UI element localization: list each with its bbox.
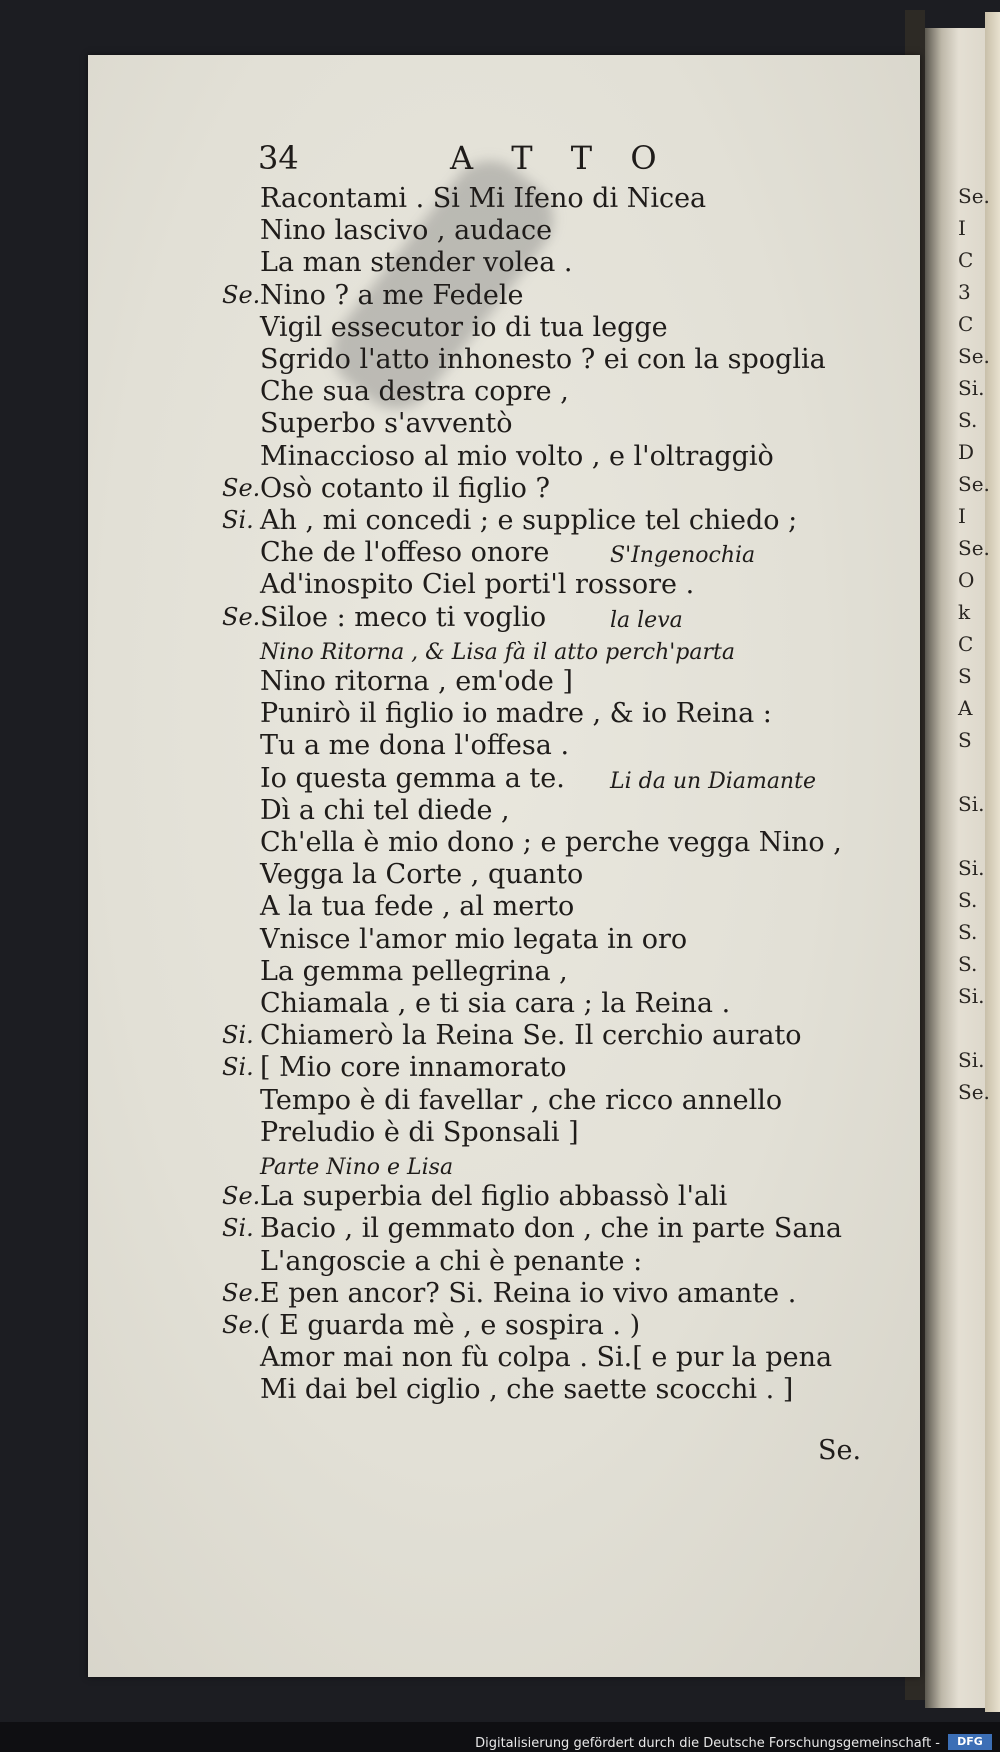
facing-glyph: Se. [958,344,990,368]
verse-line: Minaccioso al mio volto , e l'oltraggiò [260,440,774,472]
verse-line: Chiamala , e ti sia cara ; la Reina . [260,988,731,1019]
facing-glyph: Se. [958,536,990,560]
facing-glyph: C [958,248,974,272]
speaker-label: Si. [222,1053,254,1082]
verse-line: Che sua destra copre , [260,376,569,408]
verse-line: Che de l'offeso onore [260,537,550,569]
facing-glyph: S [958,728,972,752]
verse-line: Sgrido l'atto inhonesto ? ei con la spoglia [260,344,826,375]
facing-glyph: Se. [958,184,990,208]
verse-line: Amor mai non fù colpa . Si.[ e pur la pena [260,1342,833,1374]
verse-line: Bacio , il gemmato don , che in parte Sana [260,1213,842,1245]
verse-line: Chiamerò la Reina Se. Il cerchio aurato [260,1020,802,1052]
verse-line: Punirò il figlio io madre , & io Reina : [260,698,772,730]
facing-glyph: k [958,600,971,624]
verse-line: Nino ritorna , em'ode ] [260,666,573,697]
verse-line: ( E guarda mè , e sospira . ) [260,1310,641,1341]
verse-line: Preludio è di Sponsali ] [260,1116,579,1148]
verse-line: Io questa gemma a te. [260,762,565,794]
verse-line: Vnisce l'amor mio legata in oro [260,923,688,955]
facing-glyph: Si. [958,792,985,816]
speaker-label: Se. [222,1278,261,1307]
verse-line: La superbia del figlio abbassò l'ali [260,1181,728,1213]
facing-glyph: S. [958,408,978,432]
speaker-label: Se. [222,473,261,502]
verse-line: Dì a chi tel diede , [260,794,510,826]
speaker-label: Se. [222,280,261,309]
facing-glyph [958,756,994,788]
verse-line: Ch'ella è mio dono ; e perche vegga Nino , [260,827,842,858]
facing-glyph: Si. [958,984,985,1008]
speaker-label: Si. [222,506,254,534]
footer-credit: Digitalisierung gefördert durch die Deutsche Forschungsgemeinschaft - [475,1736,940,1751]
verse-line: Ad'inospito Ciel porti'l rossore . [260,569,695,601]
verse-line: Osò cotanto il figlio ? [260,472,550,504]
stage-direction: Nino Ritorna , & Lisa fà il atto perch'parta [260,639,735,665]
facing-glyph [958,820,994,852]
facing-glyph: O [958,568,975,592]
verse-line: Superbo s'avventò [260,408,513,440]
facing-glyph: S. [958,920,978,944]
verse-line: Tu a me dona l'offesa . [260,730,570,762]
verse-line: Ah , mi concedi ; e supplice tel chiedo ; [260,505,798,536]
speaker-label: Si. [222,1214,254,1243]
stage-direction: S'Ingenochia [610,543,756,569]
facing-glyph: C [958,632,974,656]
facing-glyph: Se. [958,472,990,496]
facing-glyph: I [958,216,966,240]
verse-line: Nino lascivo , audace [260,215,553,247]
facing-glyph: 3 [958,280,971,304]
facing-glyph: S. [958,888,978,912]
dfg-logo: DFG [948,1734,992,1750]
speaker-label: Si. [222,1021,254,1050]
speaker-label: Se. [222,602,261,631]
stage-direction: Parte Nino e Lisa [260,1155,454,1180]
verse-line: A la tua fede , al merto [260,891,575,923]
facing-page-glyphs [958,180,994,1108]
facing-glyph: S. [958,952,978,976]
verse-line: Tempo è di favellar , che ricco annello [260,1084,783,1116]
facing-glyph: Se. [958,1080,990,1104]
facing-glyph: I [958,504,966,528]
verse-line: La man stender volea . [260,247,573,279]
speaker-label: Se. [222,1311,261,1339]
verse-line: L'angoscie a chi è penante : [260,1245,643,1277]
facing-glyph: C [958,312,974,336]
catchword: Se. [818,1435,862,1466]
verse-line: La gemma pellegrina , [260,955,568,987]
stage-direction: Li da un Diamante [610,768,816,794]
facing-glyph: S [958,664,972,688]
facing-glyph: Si. [958,856,985,880]
stage-direction: la leva [610,607,683,633]
facing-glyph [958,1012,994,1044]
verse-line: E pen ancor? Si. Reina io vivo amante . [260,1277,797,1309]
verse-line: Vegga la Corte , quanto [260,859,584,891]
facing-glyph: Si. [958,1048,985,1072]
verse-line: [ Mio core innamorato [260,1052,567,1084]
running-title: A T T O [450,139,671,177]
facing-glyph: Si. [958,376,985,400]
verse-line: Nino ? a me Fedele [260,279,524,311]
verse-line: Racontami . Si Mi Ifeno di Nicea [260,183,707,214]
facing-glyph: A [958,696,973,720]
facing-glyph: D [958,440,975,464]
verse-line: Mi dai bel ciglio , che saette scocchi . ] [260,1374,794,1406]
page-number: 34 [258,139,299,177]
verse-line: Siloe : meco ti voglio [260,601,547,633]
verse-line: Vigil essecutor io di tua legge [260,311,668,343]
speaker-label: Se. [222,1182,261,1211]
